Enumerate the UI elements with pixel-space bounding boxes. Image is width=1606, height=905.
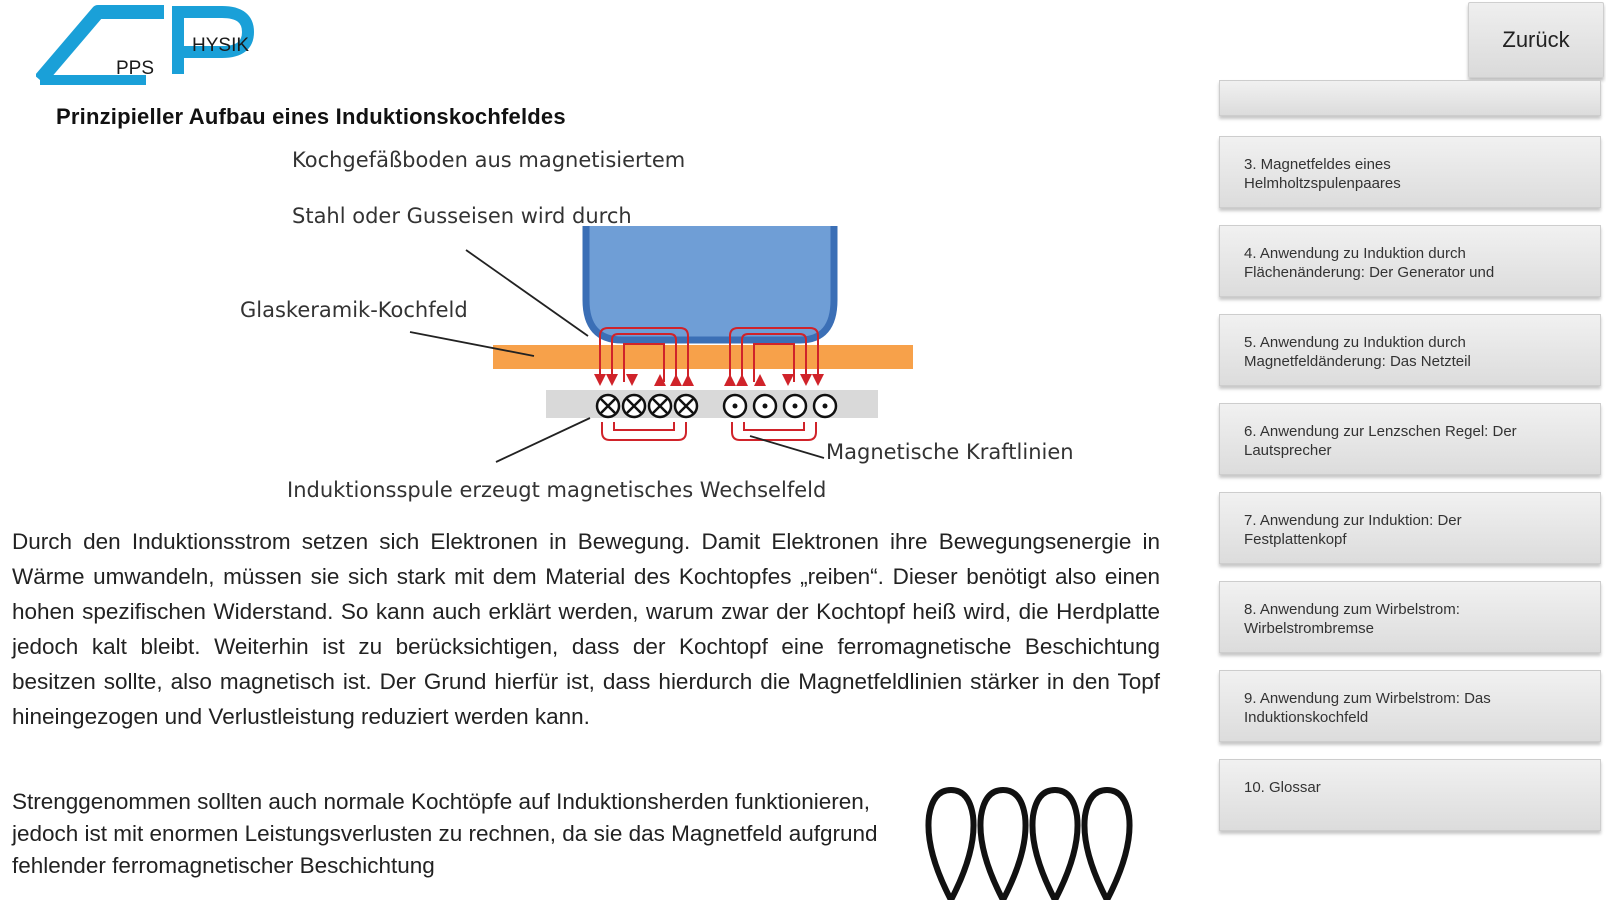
sidebar-item-label: 6. Anwendung zur Lenzschen Regel: Der [1244, 423, 1517, 440]
sidebar-item-label: 7. Anwendung zur Induktion: Der [1244, 512, 1462, 529]
paragraph-1: Durch den Induktionsstrom setzen sich Elektronen in Bewegung. Damit Elektronen ihre Bewegungsenergie in Wärme umwandeln, müssen sie sich stark mit dem Material des Kochtopfes „reiben“. Dieser benötigt also einen hohen spezifischen Widerstand. So kann auch erklärt werden, warum zwar der Kochtopf heiß wird, die Herdplatte jedoch kalt bleibt. Weiterhin ist zu berücksichtigen, dass der Kochtopf eine ferromagnetische Beschichtung besitzen sollte, also magnetisch ist. Der Grund hierfür ist, dass hierdurch die Magnetfeldlinien stärker in den Topf hineingezogen und Verlustleistung reduziert werden kann. [12, 529, 1160, 729]
page-title: Prinzipieller Aufbau eines Induktionskochfeldes [56, 104, 566, 129]
logo-graphic [36, 2, 266, 88]
sidebar-item-9[interactable] [1219, 670, 1601, 742]
coil-loops-image [925, 780, 1135, 900]
sidebar-item-label: Festplattenkopf [1244, 531, 1347, 548]
sidebar-item-4[interactable] [1219, 225, 1601, 297]
chapter-sidebar [1219, 90, 1603, 900]
label-pot-line1: Kochgefäßboden aus magnetisiertem [292, 148, 686, 172]
sidebar-item-7[interactable] [1219, 492, 1601, 564]
sidebar-item-label: Induktionskochfeld [1244, 709, 1369, 726]
sidebar-item-label: 3. Magnetfeldes eines [1244, 156, 1391, 173]
sidebar-item-label: 4. Anwendung zu Induktion durch [1244, 245, 1466, 262]
sidebar-item-10[interactable] [1219, 759, 1601, 831]
sidebar-item-label: Flächenänderung: Der Generator und [1244, 264, 1495, 281]
label-glass: Glaskeramik-Kochfeld [240, 298, 468, 322]
sidebar-item-label: 8. Anwendung zum Wirbelstrom: [1244, 601, 1460, 618]
svg-text:HYSIK: HYSIK [192, 35, 250, 56]
back-button[interactable] [1468, 2, 1604, 78]
svg-text:PPS: PPS [116, 58, 155, 79]
label-field-lines: Magnetische Kraftlinien [826, 440, 1074, 464]
sidebar-item-label: Magnetfeldänderung: Das Netzteil [1244, 353, 1471, 370]
label-pot-line2: Stahl oder Gusseisen wird durch [292, 204, 632, 228]
sidebar-item-8[interactable] [1219, 581, 1601, 653]
sidebar-item-previous[interactable] [1219, 80, 1601, 116]
sidebar-item-label: 5. Anwendung zu Induktion durch [1244, 334, 1466, 351]
induction-diagram [230, 140, 1130, 520]
sidebar-item-5[interactable] [1219, 314, 1601, 386]
sidebar-item-label: Helmholtzspulenpaares [1244, 175, 1401, 192]
sidebar-item-6[interactable] [1219, 403, 1601, 475]
sidebar-item-label: 10. Glossar [1244, 779, 1321, 796]
back-button-label: Zurück [1502, 27, 1570, 52]
glass-plate [493, 345, 913, 369]
app-logo [36, 2, 266, 88]
sidebar-item-label: Lautsprecher [1244, 442, 1332, 459]
sidebar-item-3[interactable] [1219, 136, 1601, 208]
sidebar-item-label: 9. Anwendung zum Wirbelstrom: Das [1244, 690, 1491, 707]
label-coil: Induktionsspule erzeugt magnetisches Wechselfeld [287, 478, 827, 502]
paragraph-2: Strenggenommen sollten auch normale Kochtöpfe auf Induktionsherden funktionieren, jedoch ist mit enormen Leistungsverlusten zu rechnen, da sie das Magnetfeld aufgrund fehlender ferromagnetischer Beschichtung [12, 789, 878, 878]
sidebar-item-label: Wirbelstrombremse [1244, 620, 1375, 637]
